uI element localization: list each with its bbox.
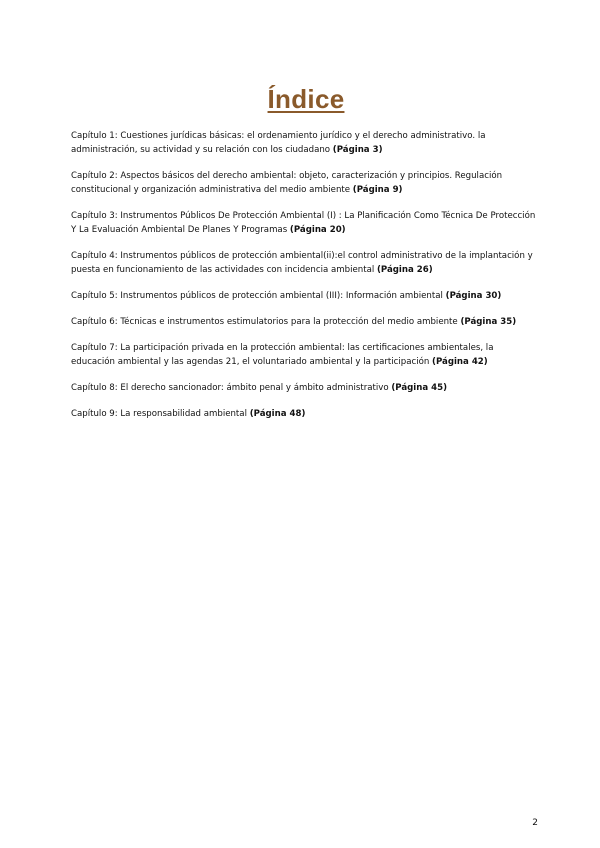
table-of-contents (71, 129, 536, 433)
toc-entry-page: (Página 45) (391, 383, 448, 393)
toc-entry-2 (71, 169, 536, 197)
toc-entry-text: Capítulo 7: La participación privada en la protección ambiental: las certificaciones ambientales, la educación ambiental y las agendas 21, el voluntariado ambiental y la participación (71, 343, 494, 367)
toc-entry-page: (Página 30) (445, 291, 502, 301)
toc-entry-text: Capítulo 1: Cuestiones jurídicas básicas: el ordenamiento jurídico y el derecho administrativo. la administración, su actividad y su relación con los ciudadano (71, 131, 486, 155)
toc-entry-page: (Página 48) (249, 409, 306, 419)
toc-entry-6 (71, 315, 536, 329)
toc-entry-3 (71, 209, 536, 237)
page-title: Índice (267, 84, 345, 114)
toc-entry-text: Capítulo 8: El derecho sancionador: ámbito penal y ámbito administrativo (71, 383, 389, 393)
toc-entry-5 (71, 289, 536, 303)
toc-entry-1 (71, 129, 536, 157)
toc-entry-text: Capítulo 9: La responsabilidad ambiental (71, 409, 247, 419)
toc-entry-text: Capítulo 3: Instrumentos Públicos De Protección Ambiental (I) : La Planificación Como Técnica De Protección Y La Evaluación Ambiental De Planes Y Programas (71, 211, 536, 235)
toc-entry-page: (Página 26) (376, 265, 433, 275)
toc-entry-text: Capítulo 4: Instrumentos públicos de protección ambiental(ii):el control administrativo de la implantación y puesta en funcionamiento de las actividades con incidencia ambiental (71, 251, 533, 275)
toc-entry-8 (71, 381, 536, 395)
page-number: 2 (532, 818, 538, 828)
toc-entry-7 (71, 341, 536, 369)
toc-entry-text: Capítulo 6: Técnicas e instrumentos estimulatorios para la protección del medio ambiente (71, 317, 458, 327)
toc-entry-page: (Página 9) (352, 185, 403, 195)
toc-entry-page: (Página 3) (332, 145, 383, 155)
toc-entry-4 (71, 249, 536, 277)
toc-entry-page: (Página 20) (289, 225, 346, 235)
toc-entry-page: (Página 42) (432, 357, 488, 367)
toc-entry-text: Capítulo 5: Instrumentos públicos de protección ambiental (III): Información ambiental (71, 291, 443, 301)
toc-entry-9 (71, 407, 536, 421)
toc-entry-page: (Página 35) (460, 317, 517, 327)
toc-entry-text: Capítulo 2: Aspectos básicos del derecho ambiental: objeto, caracterización y principios. Regulación constitucional y organización administrativa del medio ambiente (71, 171, 503, 195)
